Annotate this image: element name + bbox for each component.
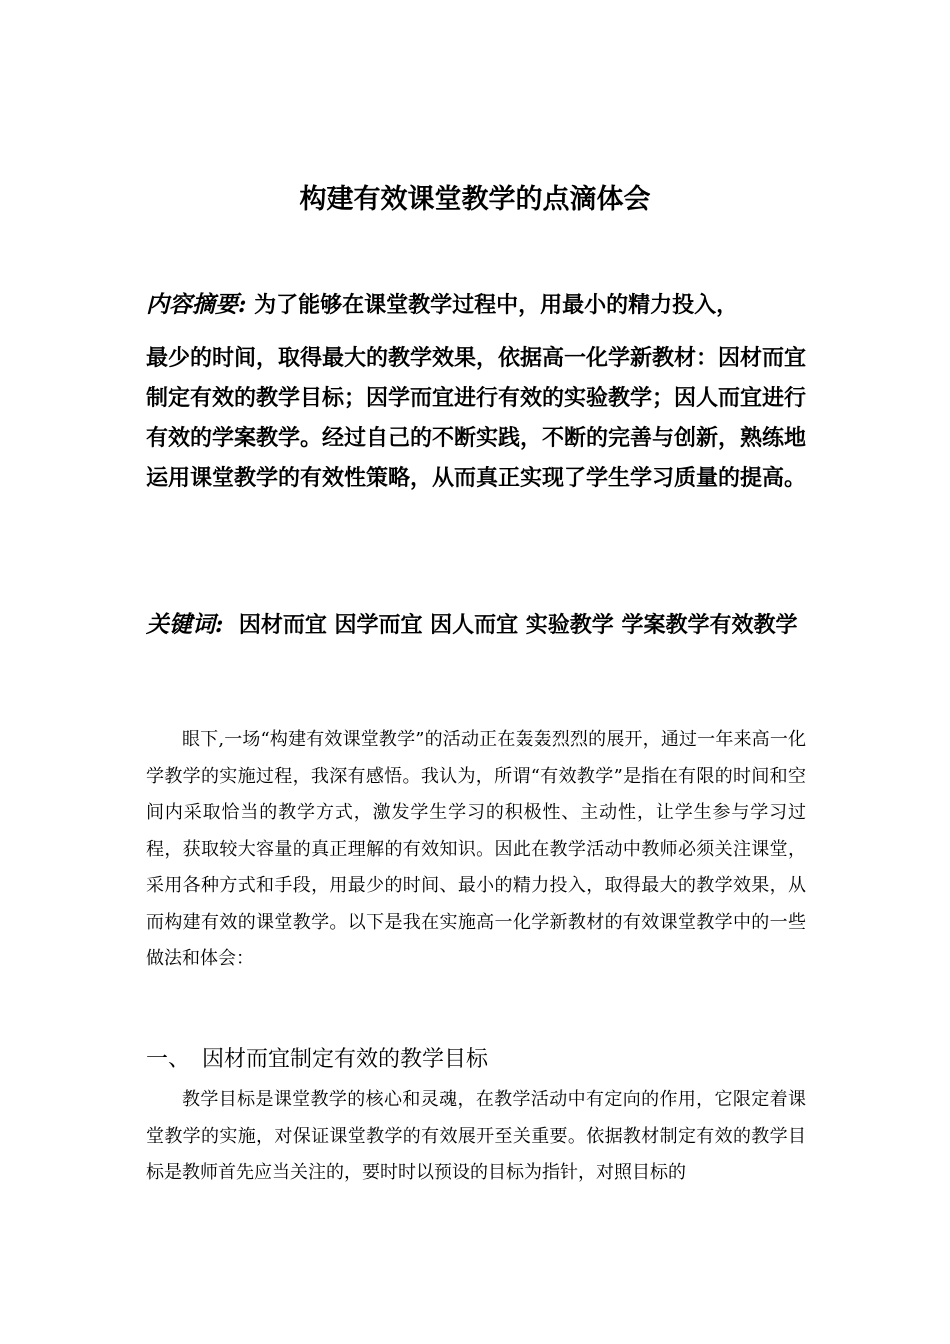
abstract-label: 内容摘要: bbox=[146, 291, 247, 318]
abstract-section bbox=[146, 282, 806, 499]
keywords-label: 关键词: bbox=[146, 611, 224, 638]
document-title: 构建有效课堂教学的点滴体会 bbox=[299, 184, 651, 215]
section-number: 一、 bbox=[146, 1047, 191, 1072]
section-paragraph: 教学目标是课堂教学的核心和灵魂，在教学活动中有定向的作用，它限定着课堂教学的实施，对保证课堂教学的有效展开至关重要。依据教材制定有效的教学目标是教师首先应当关注的，要时时以预设的目标为指针，对照目标的 bbox=[146, 1089, 806, 1183]
abstract-first-line bbox=[146, 282, 806, 329]
section-heading-text: 因材而宜制定有效的教学目标 bbox=[202, 1047, 489, 1072]
section-heading bbox=[146, 1043, 806, 1077]
intro-paragraph: 眼下,一场“构建有效课堂教学”的活动正在轰轰烈烈的展开，通过一年来高一化学教学的实施过程，我深有感悟。我认为，所谓“有效教学”是指在有限的时间和空间内采取恰当的教学方式，激发学生学习的积极性、主动性，让学生参与学习过程，获取较大容量的真正理解的有效知识。因此在教学活动中教师必须关注课堂，采用各种方式和手段，用最少的时间、最小的精力投入，取得最大的教学效果，从而构建有效的课堂教学。以下是我在实施高一化学新教材的有效课堂教学中的一些做法和体会： bbox=[146, 729, 806, 969]
keywords-text: 因材而宜 因学而宜 因人而宜 实验教学 学案教学有效教学 bbox=[238, 613, 798, 638]
keywords-section bbox=[146, 598, 806, 653]
abstract-first-line-text: 为了能够在课堂教学过程中，用最小的精力投入， bbox=[254, 293, 739, 318]
abstract-text: 最少的时间，取得最大的教学效果，依据高一化学新教材：因材而宜制定有效的教学目标；因学而宜进行有效的实验教学；因人而宜进行有效的学案教学。经过自己的不断实践，不断的完善与创新，熟练地运用课堂教学的有效性策略，从而真正实现了学生学习质量的提高。 bbox=[146, 346, 807, 491]
